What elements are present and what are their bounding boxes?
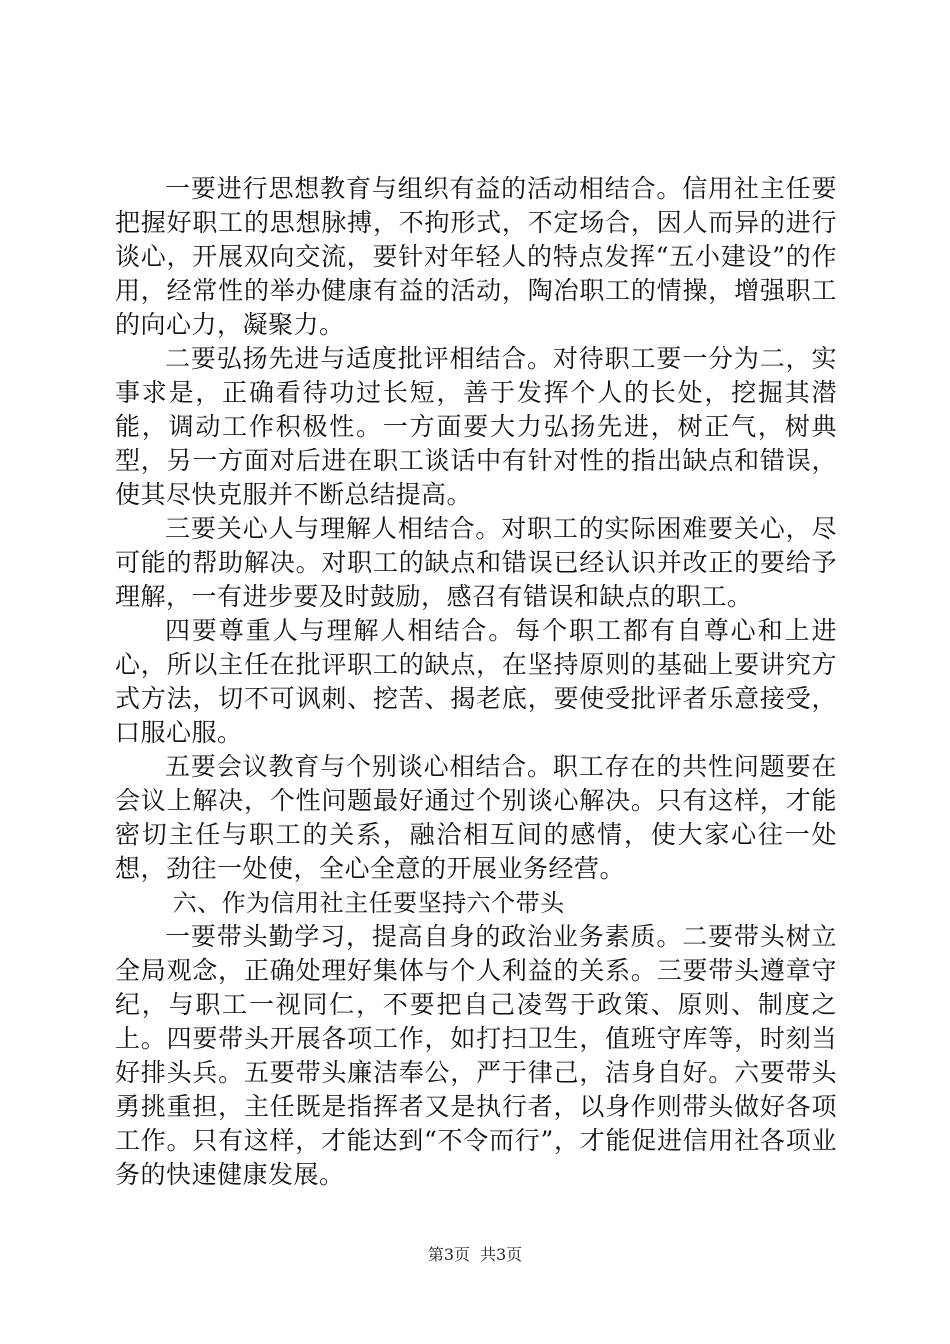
page-number-total: 共3页 xyxy=(480,1245,523,1264)
paragraph-2: 二要弘扬先进与适度批评相结合。对待职工要一分为二，实事求是，正确看待功过长短，善于发挥个人的长处，挖掘其潜能，调动工作积极性。一方面要大力弘扬先进，树正气，树典型，另一方面对后进在职工谈话中有针对性的指出缺点和错误，使其尽快克服并不断总结提高。 xyxy=(115,344,837,509)
section-heading: 六、作为信用社主任要坚持六个带头 xyxy=(172,889,565,917)
paragraph-6: 一要带头勤学习，提高自身的政治业务素质。二要带头树立全局观念，正确处理好集体与个人利益的关系。三要带头遵章守纪，与职工一视同仁，不要把自己凌驾于政策、原则、制度之上。四要带头开展各项工作，如打扫卫生，值班守库等，时刻当好排头兵。五要带头廉洁奉公，严于律己，洁身自好。六要带头勇挑重担，主任既是指挥者又是执行者，以身作则带头做好各项工作。只有这样，才能达到“不令而行”，才能促进信用社各项业务的快速健康发展。 xyxy=(115,922,837,1189)
paragraph-5: 五要会议教育与个别谈心相结合。职工存在的共性问题要在会议上解决，个性问题最好通过个别谈心解决。只有这样，才能密切主任与职工的关系，融洽相互间的感情，使大家心往一处想，劲往一处使，全心全意的开展业务经营。 xyxy=(115,752,837,883)
paragraph-3: 三要关心人与理解人相结合。对职工的实际困难要关心，尽可能的帮助解决。对职工的缺点和错误已经认识并改正的要给予理解，一有进步要及时鼓励，感召有错误和缺点的职工。 xyxy=(115,514,837,611)
paragraph-1: 一要进行思想教育与组织有益的活动相结合。信用社主任要把握好职工的思想脉搏，不拘形式，不定场合，因人而异的进行谈心，开展双向交流，要针对年轻人的特点发挥“五小建设”的作用，经常性的举办健康有益的活动，陶冶职工的情操，增强职工的向心力，凝聚力。 xyxy=(115,174,837,339)
document-body xyxy=(115,172,837,1192)
paragraph-4: 四要尊重人与理解人相结合。每个职工都有自尊心和上进心，所以主任在批评职工的缺点，在坚持原则的基础上要讲究方式方法，切不可讽刺、挖苦、揭老底，要使受批评者乐意接受，口服心服。 xyxy=(115,616,837,747)
page-footer xyxy=(0,1244,950,1266)
page-number-current: 第3页 xyxy=(427,1245,470,1264)
